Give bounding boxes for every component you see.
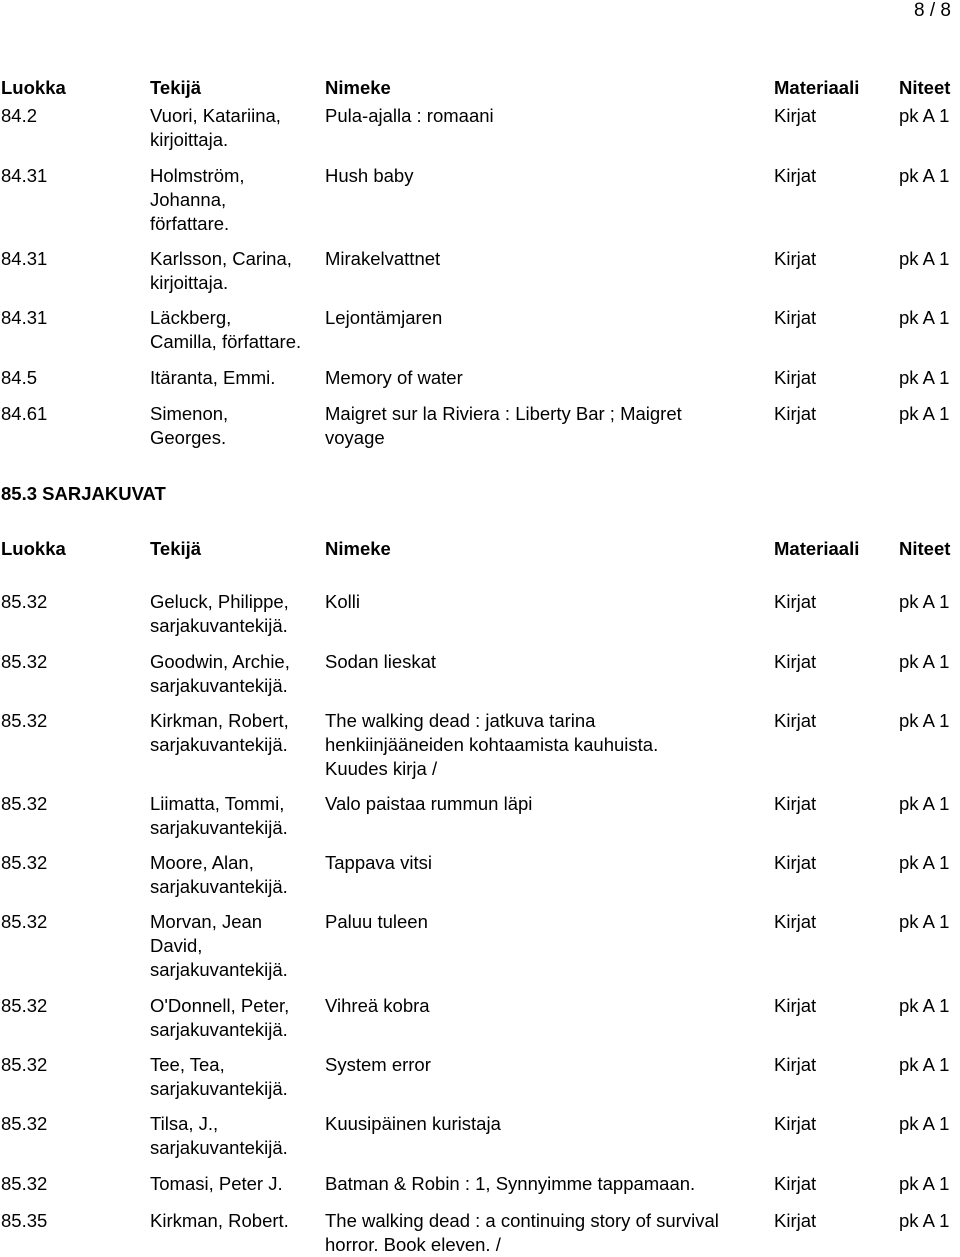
cell-luokka: 85.35 (1, 1210, 48, 1231)
cell-nimeke-line: The walking dead : jatkuva tarina (325, 710, 596, 731)
cell-niteet: pk A 1 (899, 165, 950, 186)
cell-tekija-line: kirjoittaja. (150, 272, 229, 293)
cell-tekija-line: Moore, Alan, (150, 852, 254, 873)
cell-tekija-line: Camilla, författare. (150, 331, 302, 352)
cell-tekija-line: Johanna, (150, 189, 227, 210)
cell-tekija (150, 1112, 288, 1160)
cell-luokka: 85.32 (1, 591, 48, 612)
cell-tekija-line: Georges. (150, 427, 227, 448)
cell-luokka: 84.31 (1, 248, 48, 269)
cell-materiaali: Kirjat (774, 591, 817, 612)
header-niteet: Niteet (899, 538, 951, 559)
cell-tekija (150, 590, 289, 638)
cell-tekija-line: Morvan, Jean (150, 911, 263, 932)
header-nimeke: Nimeke (325, 77, 391, 98)
cell-luokka: 85.32 (1, 852, 48, 873)
cell-tekija-line: Holmström, (150, 165, 245, 186)
cell-tekija-line: sarjakuvantekijä. (150, 1019, 288, 1040)
cell-nimeke-line: Valo paistaa rummun läpi (325, 793, 533, 814)
cell-luokka: 84.61 (1, 403, 48, 424)
cell-tekija-line: sarjakuvantekijä. (150, 876, 288, 897)
cell-tekija-line: Karlsson, Carina, (150, 248, 292, 269)
cell-tekija (150, 247, 292, 295)
cell-materiaali: Kirjat (774, 1173, 817, 1194)
cell-tekija (150, 366, 275, 390)
cell-tekija-line: Läckberg, (150, 307, 232, 328)
cell-niteet: pk A 1 (899, 307, 950, 328)
cell-luokka: 85.32 (1, 1113, 48, 1134)
header-niteet: Niteet (899, 77, 951, 98)
cell-tekija-line: kirjoittaja. (150, 129, 229, 150)
header-materiaali: Materiaali (774, 77, 860, 98)
cell-niteet: pk A 1 (899, 403, 950, 424)
cell-tekija (150, 792, 288, 840)
cell-niteet: pk A 1 (899, 1210, 950, 1231)
cell-tekija-line: Tilsa, J., (150, 1113, 219, 1134)
header-luokka: Luokka (1, 538, 66, 559)
cell-tekija-line: Simenon, (150, 403, 229, 424)
cell-nimeke (325, 910, 428, 934)
cell-tekija-line: sarjakuvantekijä. (150, 615, 288, 636)
cell-tekija-line: Goodwin, Archie, (150, 651, 290, 672)
cell-niteet: pk A 1 (899, 367, 950, 388)
cell-tekija-line: Tomasi, Peter J. (150, 1173, 283, 1194)
cell-tekija (150, 910, 288, 982)
cell-nimeke-line: System error (325, 1054, 431, 1075)
cell-tekija-line: författare. (150, 213, 230, 234)
cell-tekija-line: Liimatta, Tommi, (150, 793, 285, 814)
cell-niteet: pk A 1 (899, 105, 950, 126)
cell-nimeke (325, 104, 494, 128)
cell-niteet: pk A 1 (899, 1173, 950, 1194)
cell-luokka: 84.31 (1, 165, 48, 186)
cell-tekija-line: David, (150, 935, 203, 956)
cell-tekija-line: Kirkman, Robert. (150, 1210, 289, 1231)
cell-materiaali: Kirjat (774, 793, 817, 814)
cell-nimeke (325, 650, 436, 674)
section-title: 85.3 SARJAKUVAT (1, 483, 166, 504)
cell-nimeke-line: Batman & Robin : 1, Synnyimme tappamaan. (325, 1173, 696, 1194)
header-tekija: Tekijä (150, 77, 202, 98)
cell-materiaali: Kirjat (774, 1210, 817, 1231)
cell-nimeke (325, 402, 682, 450)
header-nimeke: Nimeke (325, 538, 391, 559)
cell-niteet: pk A 1 (899, 793, 950, 814)
cell-tekija-line: sarjakuvantekijä. (150, 1078, 288, 1099)
cell-nimeke-line: henkiinjääneiden kohtaamista kauhuista. (325, 734, 659, 755)
cell-luokka: 85.32 (1, 1173, 48, 1194)
cell-tekija-line: Geluck, Philippe, (150, 591, 289, 612)
cell-nimeke (325, 994, 430, 1018)
cell-tekija-line: sarjakuvantekijä. (150, 675, 288, 696)
cell-nimeke (325, 590, 360, 614)
cell-nimeke-line: Paluu tuleen (325, 911, 428, 932)
cell-tekija (150, 1053, 288, 1101)
cell-nimeke-line: Tappava vitsi (325, 852, 432, 873)
page-number: 8 / 8 (914, 0, 951, 21)
cell-nimeke (325, 1112, 501, 1136)
cell-luokka: 84.31 (1, 307, 48, 328)
cell-nimeke-line: voyage (325, 427, 385, 448)
header-materiaali: Materiaali (774, 538, 860, 559)
cell-tekija (150, 709, 289, 757)
cell-tekija (150, 994, 289, 1042)
cell-nimeke-line: Kuudes kirja / (325, 758, 438, 779)
cell-materiaali: Kirjat (774, 1054, 817, 1075)
cell-nimeke (325, 1209, 719, 1257)
cell-materiaali: Kirjat (774, 248, 817, 269)
cell-tekija (150, 306, 301, 354)
cell-nimeke (325, 1172, 695, 1196)
cell-luokka: 85.32 (1, 911, 48, 932)
cell-nimeke-line: Vihreä kobra (325, 995, 430, 1016)
cell-nimeke (325, 792, 532, 816)
cell-nimeke (325, 366, 463, 390)
cell-niteet: pk A 1 (899, 1113, 950, 1134)
cell-nimeke-line: Sodan lieskat (325, 651, 437, 672)
cell-materiaali: Kirjat (774, 1113, 817, 1134)
cell-niteet: pk A 1 (899, 591, 950, 612)
cell-niteet: pk A 1 (899, 995, 950, 1016)
cell-materiaali: Kirjat (774, 367, 817, 388)
cell-niteet: pk A 1 (899, 852, 950, 873)
cell-tekija (150, 104, 281, 152)
cell-nimeke (325, 1053, 431, 1077)
cell-materiaali: Kirjat (774, 710, 817, 731)
cell-tekija (150, 1172, 283, 1196)
cell-luokka: 84.2 (1, 105, 38, 126)
cell-materiaali: Kirjat (774, 307, 817, 328)
cell-materiaali: Kirjat (774, 911, 817, 932)
cell-niteet: pk A 1 (899, 248, 950, 269)
cell-luokka: 85.32 (1, 995, 48, 1016)
cell-tekija-line: sarjakuvantekijä. (150, 817, 288, 838)
header-tekija: Tekijä (150, 538, 202, 559)
cell-materiaali: Kirjat (774, 403, 817, 424)
cell-tekija (150, 1209, 289, 1233)
cell-nimeke (325, 709, 658, 781)
cell-nimeke-line: Maigret sur la Riviera : Liberty Bar ; Maigret (325, 403, 682, 424)
cell-nimeke-line: Memory of water (325, 367, 463, 388)
header-luokka: Luokka (1, 77, 66, 98)
cell-nimeke-line: The walking dead : a continuing story of survival (325, 1210, 719, 1231)
cell-nimeke-line: Lejontämjaren (325, 307, 443, 328)
cell-niteet: pk A 1 (899, 911, 950, 932)
cell-nimeke-line: Kuusipäinen kuristaja (325, 1113, 501, 1134)
cell-luokka: 85.32 (1, 651, 48, 672)
cell-nimeke-line: Hush baby (325, 165, 414, 186)
cell-tekija-line: Tee, Tea, (150, 1054, 225, 1075)
cell-tekija-line: sarjakuvantekijä. (150, 734, 288, 755)
cell-materiaali: Kirjat (774, 105, 817, 126)
cell-materiaali: Kirjat (774, 995, 817, 1016)
cell-niteet: pk A 1 (899, 1054, 950, 1075)
cell-nimeke-line: Kolli (325, 591, 360, 612)
cell-tekija (150, 164, 245, 236)
cell-niteet: pk A 1 (899, 651, 950, 672)
cell-nimeke-line: horror. Book eleven. / (325, 1234, 501, 1255)
cell-materiaali: Kirjat (774, 651, 817, 672)
cell-niteet: pk A 1 (899, 710, 950, 731)
cell-luokka: 85.32 (1, 710, 48, 731)
cell-tekija-line: O'Donnell, Peter, (150, 995, 290, 1016)
cell-tekija-line: sarjakuvantekijä. (150, 959, 288, 980)
cell-nimeke (325, 164, 413, 188)
cell-materiaali: Kirjat (774, 852, 817, 873)
cell-tekija (150, 402, 228, 450)
cell-nimeke (325, 306, 442, 330)
cell-luokka: 84.5 (1, 367, 38, 388)
cell-tekija-line: Vuori, Katariina, (150, 105, 281, 126)
cell-materiaali: Kirjat (774, 165, 817, 186)
cell-luokka: 85.32 (1, 1054, 48, 1075)
cell-tekija (150, 851, 288, 899)
cell-nimeke-line: Pula-ajalla : romaani (325, 105, 494, 126)
cell-nimeke-line: Mirakelvattnet (325, 248, 441, 269)
cell-luokka: 85.32 (1, 793, 48, 814)
cell-tekija (150, 650, 290, 698)
cell-tekija-line: Kirkman, Robert, (150, 710, 289, 731)
cell-nimeke (325, 247, 440, 271)
cell-tekija-line: sarjakuvantekijä. (150, 1137, 288, 1158)
cell-nimeke (325, 851, 432, 875)
cell-tekija-line: Itäranta, Emmi. (150, 367, 276, 388)
